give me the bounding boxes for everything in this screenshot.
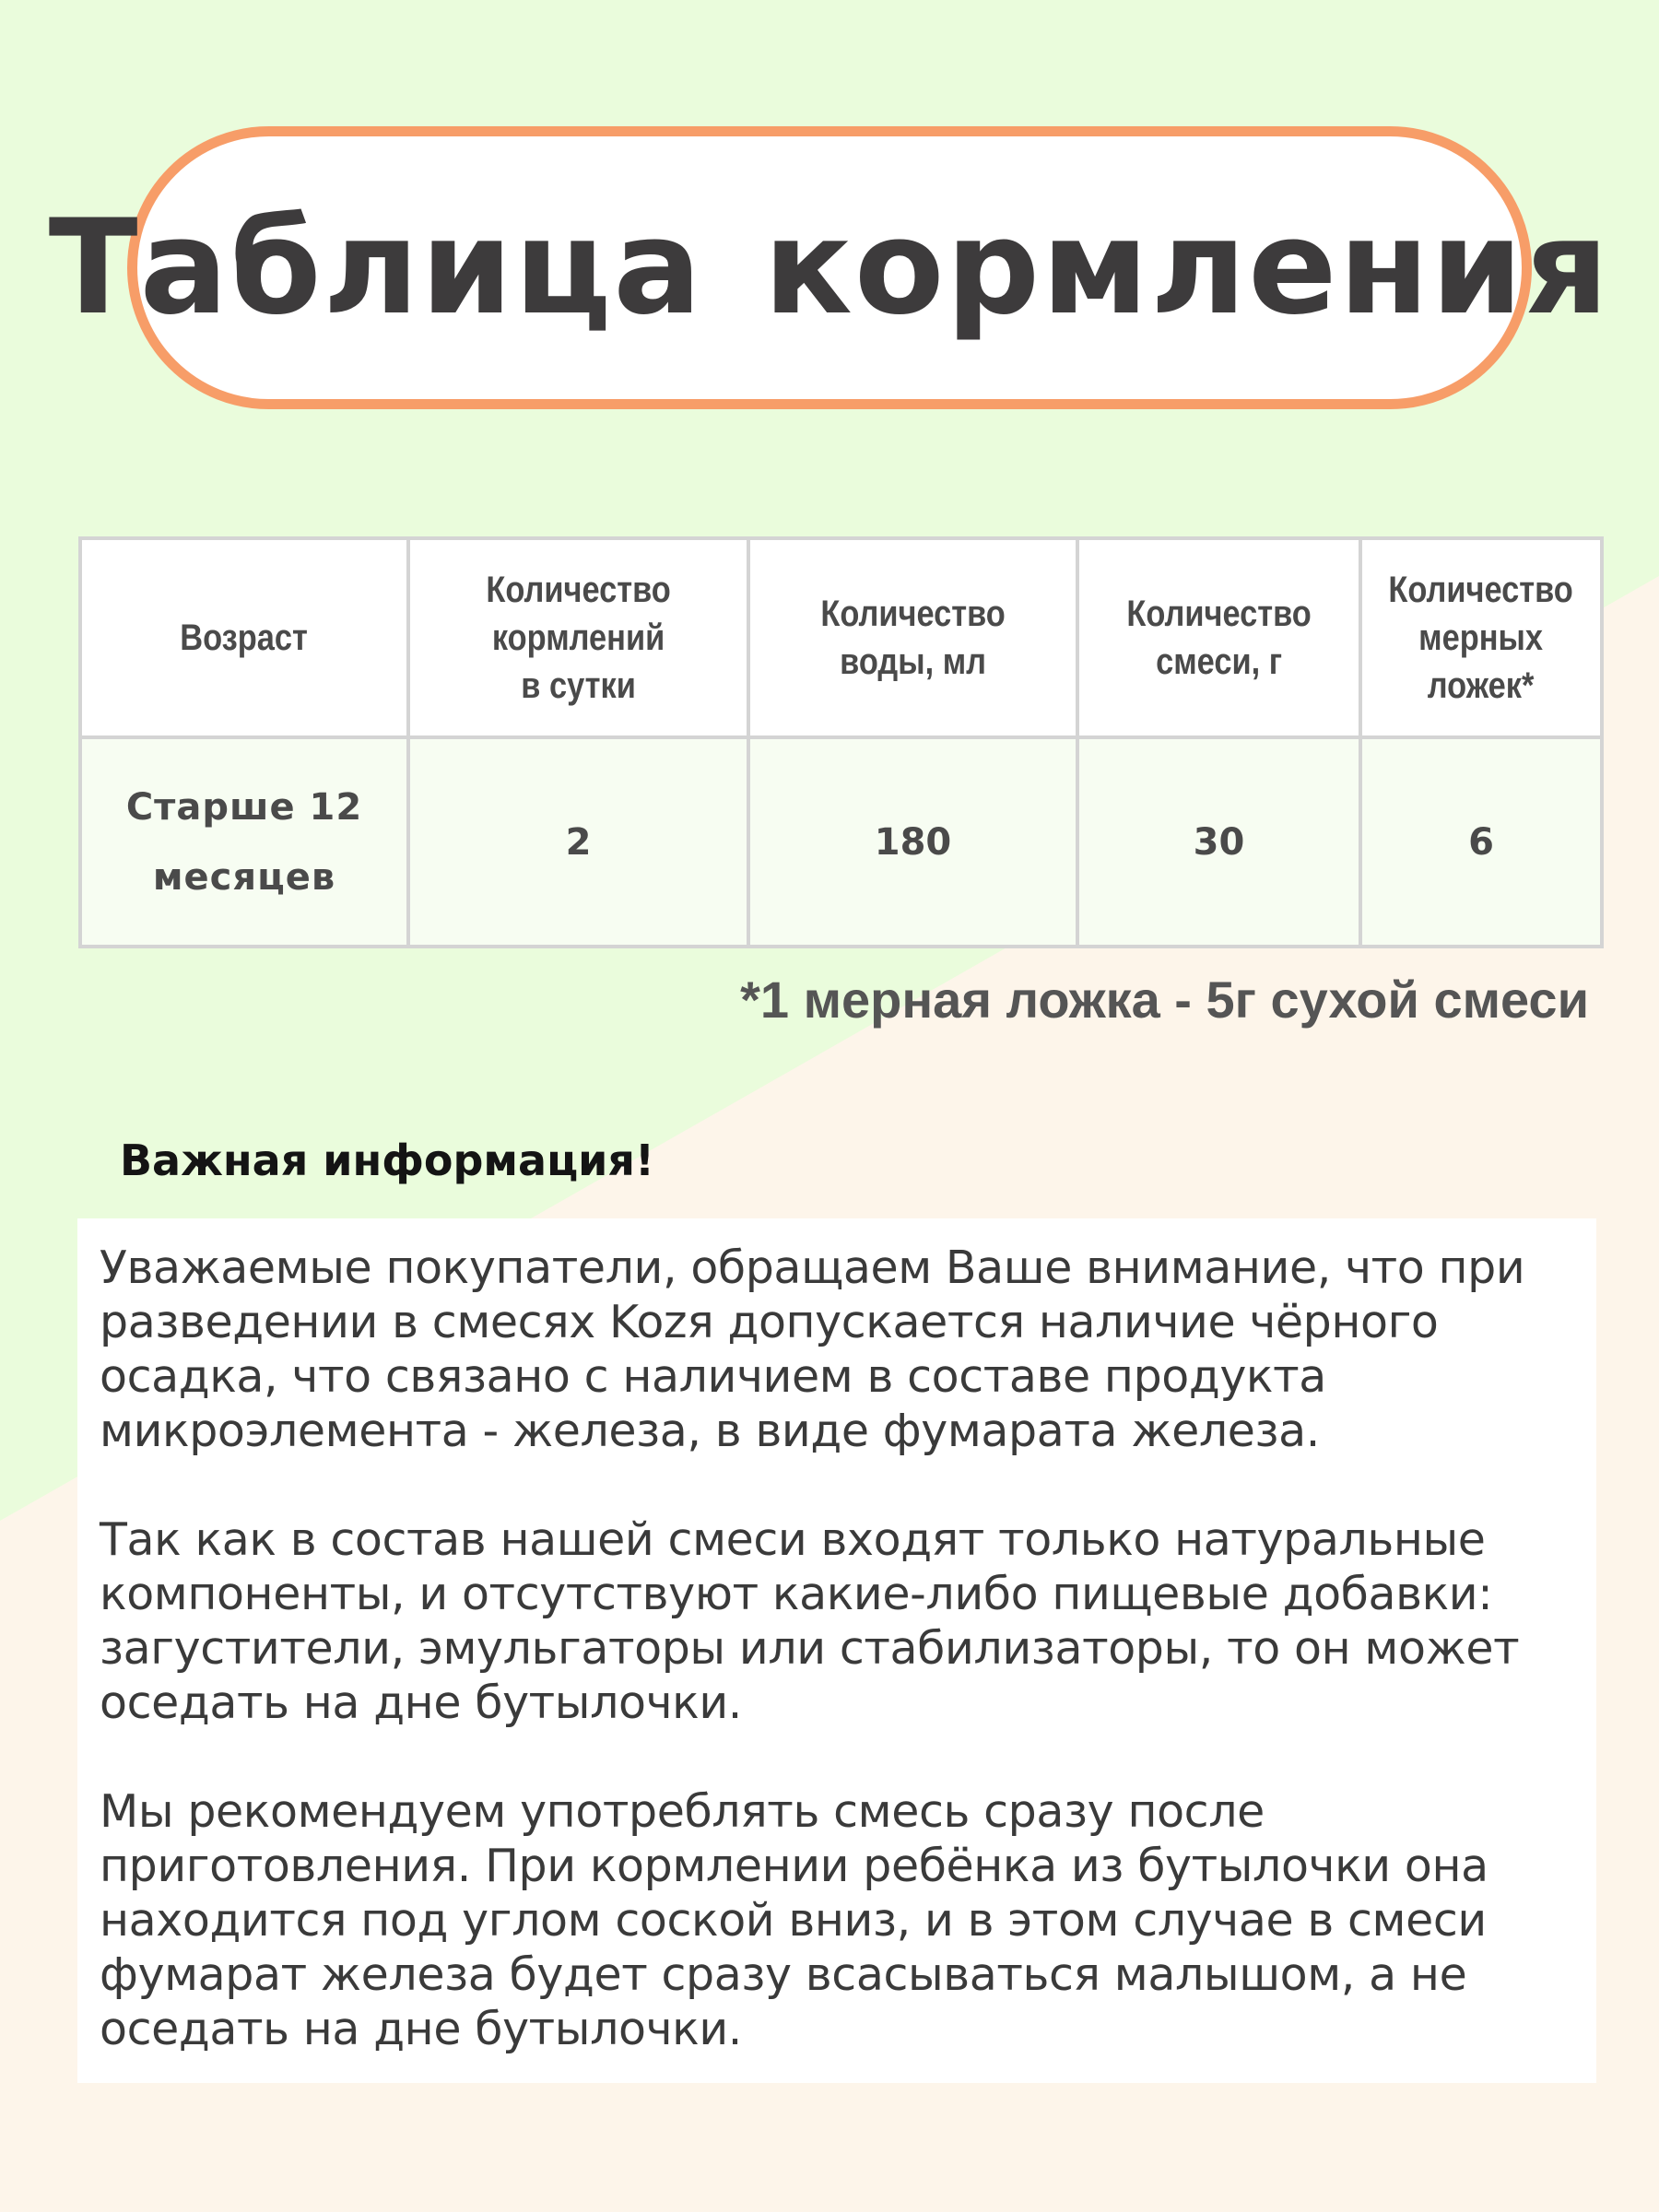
header-formula-label: Количество смеси, г xyxy=(1126,594,1312,682)
header-age-label: Возраст xyxy=(180,618,309,658)
cell-feedings: 2 xyxy=(408,737,748,947)
cell-age xyxy=(80,737,408,947)
table-header-row xyxy=(80,538,1602,737)
header-feedings-label: Количество кормлений в сутки xyxy=(486,570,671,706)
header-scoops-label: Количество мерных ложек* xyxy=(1388,570,1574,706)
cell-scoops: 6 xyxy=(1360,737,1602,947)
header-scoops xyxy=(1360,538,1602,737)
page-title: Таблица кормления xyxy=(48,192,1611,344)
important-info-box xyxy=(77,1218,1596,2083)
header-age xyxy=(80,538,408,737)
table-row xyxy=(80,737,1602,947)
header-formula-g xyxy=(1077,538,1360,737)
header-feedings-per-day xyxy=(408,538,748,737)
scoop-footnote: *1 мерная ложка - 5г сухой смеси xyxy=(740,971,1589,1029)
header-water-label: Количество воды, мл xyxy=(820,594,1006,682)
title-pill xyxy=(48,126,1611,409)
cell-water: 180 xyxy=(748,737,1077,947)
cell-formula: 30 xyxy=(1077,737,1360,947)
feeding-table xyxy=(78,536,1604,948)
info-paragraph-1: Уважаемые покупатели, обращаем Ваше внимание, что при разведении в смесях Kozя допускается наличие чёрного осадка, что связано с наличием в составе продукта микроэлемента - железа, в виде фумарата железа. xyxy=(100,1241,1525,1457)
header-water-ml xyxy=(748,538,1077,737)
cell-age-value: Старше 12 месяцев xyxy=(125,785,363,899)
important-info-heading: Важная информация! xyxy=(120,1135,654,1185)
info-paragraph-3: Мы рекомендуем употреблять смесь сразу после приготовления. При кормлении ребёнка из бутылочки она находится под углом соской вниз, и в этом случае в смеси фумарат железа будет сразу всасываться малышом, а не оседать на дне бутылочки. xyxy=(100,1785,1488,2055)
info-paragraph-2: Так как в состав нашей смеси входят только натуральные компоненты, и отсутствуют какие-либо пищевые добавки: загустители, эмульгаторы или стабилизаторы, то он может оседать на дне бутылочки. xyxy=(100,1513,1520,1729)
